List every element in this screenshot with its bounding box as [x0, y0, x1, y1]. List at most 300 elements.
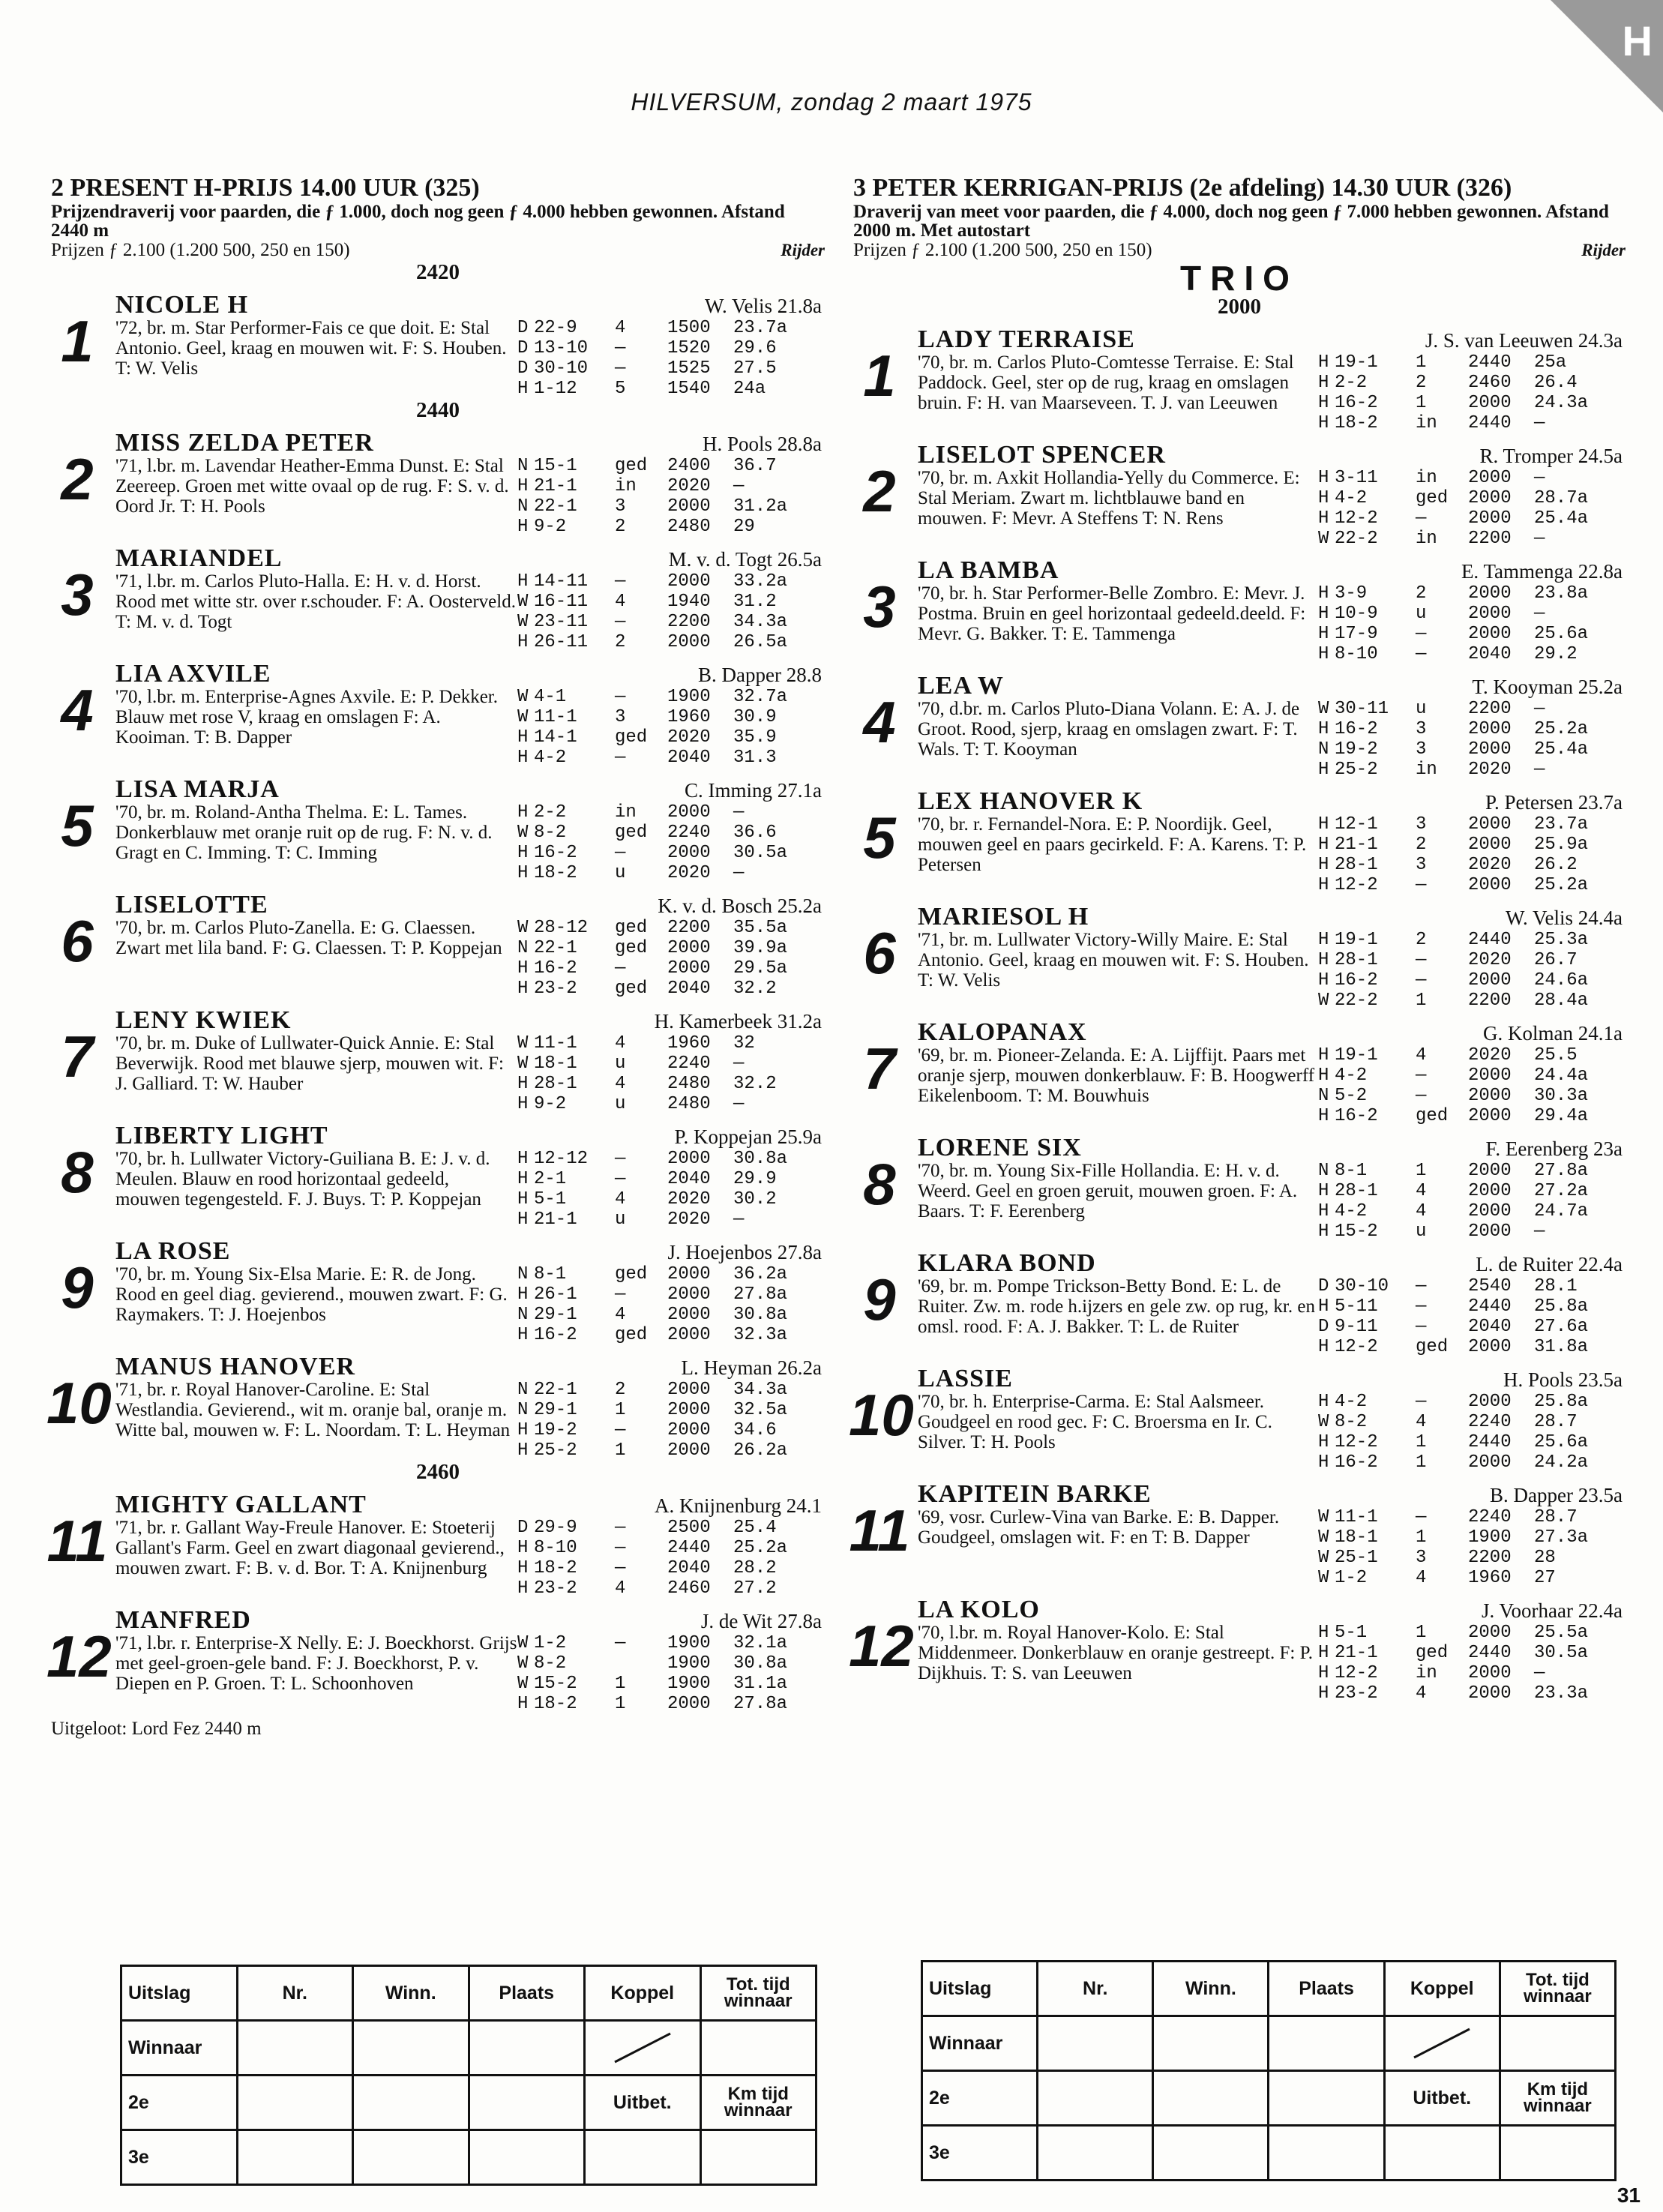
run-distance: 2000 [667, 1380, 711, 1400]
run-row [1318, 930, 1626, 950]
horse-name: NICOLE H [115, 291, 249, 319]
run-distance: 2200 [1468, 699, 1512, 719]
result-cell[interactable] [1153, 2016, 1269, 2071]
run-distance: 2020 [1468, 1045, 1512, 1066]
result-header-cell: Nr. [237, 1966, 353, 2021]
result-row-label: 3e [922, 2126, 1038, 2181]
entry-body [918, 352, 1626, 433]
run-distance: 2000 [667, 632, 711, 652]
run-placing: 3 [1416, 1548, 1427, 1568]
result-cell[interactable] [237, 2130, 353, 2185]
result-cell[interactable] [353, 2076, 469, 2130]
run-distance: 2020 [1468, 760, 1512, 780]
run-row [517, 748, 825, 768]
run-time: 39.9a [733, 938, 788, 958]
track-code: H [1318, 1432, 1329, 1452]
horse-entry [51, 1008, 825, 1114]
run-date: 4-2 [534, 748, 567, 768]
driver-record: A. Knijnenburg 24.1 [655, 1494, 822, 1517]
run-row [517, 687, 825, 707]
recent-runs [517, 1633, 825, 1714]
run-distance: 1960 [667, 707, 711, 727]
start-number: 11 [849, 1497, 910, 1563]
horse-name: MARIANDEL [115, 544, 283, 572]
run-time: 32.7a [733, 687, 788, 707]
run-time: 25.8a [1534, 1392, 1589, 1412]
track-code: H [1318, 468, 1329, 488]
entry-body [115, 1633, 825, 1714]
run-placing: in [615, 476, 637, 496]
name-row [115, 1123, 825, 1149]
run-placing: — [1416, 644, 1427, 664]
track-code: H [1318, 719, 1329, 739]
name-row [918, 1366, 1626, 1392]
track-code: W [1318, 529, 1329, 549]
run-distance: 2440 [1468, 413, 1512, 433]
run-placing: — [1416, 508, 1427, 529]
driver-record: L. de Ruiter 22.4a [1476, 1253, 1623, 1275]
run-distance: 2460 [1468, 373, 1512, 393]
track-code: H [517, 1558, 529, 1578]
run-time: 27.3a [1534, 1527, 1589, 1548]
run-date: 12-2 [1335, 1663, 1378, 1683]
run-date: 15-1 [534, 456, 577, 476]
entry-body [115, 687, 825, 768]
result-cell[interactable] [1269, 2016, 1384, 2071]
run-time: — [733, 476, 745, 496]
koppel-slash-cell[interactable] [585, 2021, 701, 2076]
run-row [1318, 644, 1626, 664]
run-time: 27.6a [1534, 1317, 1589, 1337]
name-row [115, 1008, 825, 1033]
run-date: 15-2 [534, 1674, 577, 1694]
run-row [517, 938, 825, 958]
run-distance: 2000 [667, 938, 711, 958]
run-date: 11-1 [534, 1033, 577, 1054]
run-distance: 1525 [667, 358, 711, 379]
run-date: 19-1 [1335, 930, 1378, 950]
horse-entry [46, 1491, 825, 1599]
start-number: 4 [61, 677, 94, 743]
run-distance: 2000 [667, 1284, 711, 1305]
result-cell[interactable] [1269, 2126, 1384, 2181]
run-placing: u [615, 863, 626, 883]
run-row [1318, 1296, 1626, 1317]
horse-description: '70, br. r. Fernandel-Nora. E: P. Noordijk. Geel, mouwen geel en paars gecirkeld. F: A. Karens. T: P. Petersen [918, 814, 1307, 875]
result-table-left [120, 1965, 817, 2186]
driver-record: P. Koppejan 25.9a [674, 1125, 822, 1148]
horse-description: '70, br. h. Enterprise-Carma. E: Stal Aalsmeer. Goudgeel en rood gec. F: C. Broersma en Ir. C. Silver. T: H. Pools [918, 1392, 1272, 1452]
horse-description: '70, br. m. Young Six-Fille Hollandia. E: H. v. d. Weerd. Geel en groen geruit, mouwen groen. F: A. Baars. T: F. Eerenberg [918, 1161, 1298, 1221]
result-cell[interactable] [700, 2021, 817, 2076]
track-code: H [517, 843, 529, 863]
name-row [115, 892, 825, 918]
run-time: 30.3a [1534, 1086, 1589, 1106]
run-date: 2-2 [1335, 373, 1368, 393]
run-distance: 2000 [1468, 604, 1512, 624]
race-column-right [849, 174, 1626, 1704]
run-date: 28-1 [1335, 1181, 1378, 1201]
track-code: H [517, 379, 529, 399]
run-row [517, 358, 825, 379]
track-code: D [517, 338, 529, 358]
run-date: 16-2 [534, 1325, 577, 1345]
track-code: H [517, 1420, 529, 1440]
run-time: 26.4 [1534, 373, 1578, 393]
run-row [1318, 1221, 1626, 1242]
run-time: 31.3 [733, 748, 777, 768]
track-code: D [517, 358, 529, 379]
run-distance: 1540 [667, 379, 711, 399]
horse-name: LISELOT SPENCER [918, 441, 1166, 469]
horse-name: MISS ZELDA PETER [115, 429, 374, 457]
run-distance: 2040 [667, 748, 711, 768]
horse-name: LIA AXVILE [115, 660, 271, 688]
run-distance: 1520 [667, 338, 711, 358]
run-time: 28.1 [1534, 1276, 1578, 1296]
result-table-right [921, 1960, 1617, 2181]
run-time: 32 [733, 1033, 755, 1054]
run-time: 28.2 [733, 1558, 777, 1578]
run-distance: 2000 [667, 1694, 711, 1714]
start-number: 5 [863, 805, 896, 871]
run-row [1318, 352, 1626, 373]
run-distance: 2000 [1468, 1663, 1512, 1683]
km-tijd-cell[interactable]: Km tijd winnaar [1500, 2071, 1615, 2126]
run-placing: 3 [1416, 719, 1427, 739]
run-row [1318, 1623, 1626, 1643]
run-placing: 1 [1416, 991, 1427, 1011]
entry-body [115, 456, 825, 537]
entry-body [115, 318, 825, 399]
run-date: 25-2 [1335, 760, 1378, 780]
result-cell[interactable] [1153, 2071, 1269, 2126]
track-code: H [517, 1284, 529, 1305]
run-distance: 2200 [667, 612, 711, 632]
run-placing: ged [615, 456, 648, 476]
recent-runs [517, 802, 825, 883]
track-code: H [1318, 1663, 1329, 1683]
run-distance: 2040 [1468, 1317, 1512, 1337]
run-time: 25.5 [1534, 1045, 1578, 1066]
run-distance: 2000 [1468, 970, 1512, 991]
track-code: D [1318, 1317, 1329, 1337]
run-row [517, 707, 825, 727]
run-date: 12-1 [1335, 814, 1378, 835]
run-row [1318, 1507, 1626, 1527]
run-distance: 2000 [1468, 393, 1512, 413]
result-cell[interactable] [237, 2076, 353, 2130]
run-row [1318, 1568, 1626, 1588]
run-time: — [1534, 529, 1545, 549]
start-number: 10 [46, 1370, 112, 1436]
track-code: H [1318, 1452, 1329, 1473]
track-code: H [517, 1694, 529, 1714]
track-code: W [1318, 699, 1329, 719]
run-distance: 1900 [667, 1653, 711, 1674]
run-distance: 2000 [667, 571, 711, 592]
run-time: 25.3a [1534, 930, 1589, 950]
track-code: N [517, 1380, 529, 1400]
km-tijd-cell[interactable]: Km tijd winnaar [700, 2076, 817, 2130]
race-conditions: Prijzendraverij voor paarden, die ƒ 1.000, doch nog geen ƒ 4.000 hebben gewonnen. Afstand 2440 m [51, 202, 785, 241]
start-number: 3 [61, 562, 94, 628]
run-date: 19-2 [1335, 739, 1378, 760]
page-number: 31 [1617, 2184, 1641, 2207]
run-distance: 2540 [1468, 1276, 1512, 1296]
result-header-cell: Uitslag [121, 1966, 238, 2021]
run-date: 25-1 [1335, 1548, 1378, 1568]
run-row [1318, 970, 1626, 991]
run-time: — [1534, 604, 1545, 624]
run-distance: 1900 [1468, 1527, 1512, 1548]
track-code: D [517, 318, 529, 338]
result-cell[interactable] [469, 2076, 585, 2130]
horse-description: '71, br. r. Gallant Way-Freule Hanover. E: Stoeterij Gallant's Farm. Geel en zwart diagonaal gevierend., mouwen zwart. F: B. v. d. Bor. T: A. Knijnenburg [115, 1518, 505, 1578]
recent-runs [517, 1149, 825, 1230]
run-placing: — [615, 571, 626, 592]
run-distance: 2440 [1468, 1643, 1512, 1663]
run-row [517, 979, 825, 999]
result-header-cell: Tot. tijd winnaar [700, 1966, 817, 2021]
track-code: H [517, 1094, 529, 1114]
run-placing: in [1416, 1663, 1437, 1683]
run-placing: 1 [1416, 1432, 1427, 1452]
run-date: 18-2 [534, 863, 577, 883]
run-distance: 2000 [667, 843, 711, 863]
driver-record: F. Eerenberg 23a [1485, 1137, 1623, 1160]
race-conditions: Draverij van meet voor paarden, die ƒ 4.000, doch nog geen ƒ 7.000 hebben gewonnen. Afstand 2000 m. Met autostart [853, 202, 1609, 241]
horse-name: LENY KWIEK [115, 1006, 292, 1034]
run-row [517, 1189, 825, 1209]
run-time: 26.2 [1534, 855, 1578, 875]
run-row [517, 1558, 825, 1578]
run-distance: 2000 [667, 1149, 711, 1169]
run-date: 9-11 [1335, 1317, 1378, 1337]
run-distance: 2440 [667, 1538, 711, 1558]
run-placing: u [615, 1054, 626, 1074]
result-header-cell: Tot. tijd winnaar [1500, 1962, 1615, 2016]
run-time: 31.8a [1534, 1337, 1589, 1357]
prize-money: Prijzen ƒ 2.100 (1.200 500, 250 en 150) [853, 240, 1152, 260]
run-placing: 1 [615, 1440, 626, 1461]
run-placing: — [615, 1518, 626, 1538]
run-placing: — [1416, 950, 1427, 970]
result-cell[interactable] [1384, 2126, 1500, 2181]
run-placing: — [615, 338, 626, 358]
run-placing: 1 [615, 1694, 626, 1714]
track-code: H [1318, 1201, 1329, 1221]
uitbet-cell[interactable]: Uitbet. [1384, 2071, 1500, 2126]
track-code: H [1318, 583, 1329, 604]
entry-body [918, 583, 1626, 664]
run-placing: in [1416, 413, 1437, 433]
run-time: 30.8a [733, 1653, 788, 1674]
result-cell[interactable] [469, 2021, 585, 2076]
run-placing: 2 [1416, 930, 1427, 950]
entry-body [918, 1507, 1626, 1588]
horse-name: MANUS HANOVER [115, 1353, 355, 1380]
run-time: — [1534, 760, 1545, 780]
run-time: 27.8a [733, 1284, 788, 1305]
run-placing: — [615, 1538, 626, 1558]
run-placing: 2 [1416, 373, 1427, 393]
run-row [1318, 1392, 1626, 1412]
track-code: H [1318, 1045, 1329, 1066]
name-row [918, 904, 1626, 930]
result-cell[interactable] [237, 2021, 353, 2076]
run-placing: 4 [615, 1074, 626, 1094]
run-placing: u [1416, 699, 1427, 719]
run-row [1318, 604, 1626, 624]
track-code: H [1318, 930, 1329, 950]
track-code: W [517, 1653, 529, 1674]
result-cell[interactable] [1038, 2071, 1153, 2126]
run-distance: 2440 [1468, 352, 1512, 373]
run-date: 18-2 [1335, 413, 1378, 433]
run-distance: 2020 [1468, 950, 1512, 970]
run-distance: 1960 [667, 1033, 711, 1054]
track-code: H [1318, 488, 1329, 508]
run-placing: — [615, 612, 626, 632]
track-code: H [1318, 1337, 1329, 1357]
track-code: H [517, 1149, 529, 1169]
track-code: H [517, 1169, 529, 1189]
run-time: 30.2 [733, 1189, 777, 1209]
result-cell[interactable] [1038, 2016, 1153, 2071]
track-code: H [1318, 1106, 1329, 1126]
horse-name: MIGHTY GALLANT [115, 1491, 367, 1518]
horse-description: '70, br. m. Roland-Antha Thelma. E: L. Tames. Donkerblauw met oranje ruit op de rug. F: N. v. d. Gragt en C. Imming. T: C. Imming [115, 802, 493, 863]
track-code: H [517, 571, 529, 592]
recent-runs [1318, 583, 1626, 664]
run-time: 31.2 [733, 592, 777, 612]
recent-runs [517, 456, 825, 537]
run-placing: — [615, 843, 626, 863]
result-header-cell: Uitslag [922, 1962, 1038, 2016]
run-row [517, 1538, 825, 1558]
run-date: 16-2 [534, 958, 577, 979]
horse-description: '70, l.br. m. Enterprise-Agnes Axvile. E: P. Dekker. Blauw met rose V, kraag en omslagen F: A. Kooiman. T: B. Dapper [115, 687, 498, 748]
run-row [517, 1054, 825, 1074]
recent-runs [1318, 930, 1626, 1011]
run-date: 29-1 [534, 1305, 577, 1325]
track-code: W [517, 707, 529, 727]
driver-record: J. S. van Leeuwen 24.3a [1425, 329, 1623, 352]
driver-record: W. Velis 24.4a [1505, 907, 1623, 929]
horse-name: LISA MARJA [115, 775, 280, 803]
run-row [517, 1440, 825, 1461]
result-row-label: Winnaar [121, 2021, 238, 2076]
run-placing: — [1416, 1066, 1427, 1086]
run-time: 25.9a [1534, 835, 1589, 855]
run-time: — [1534, 1221, 1545, 1242]
run-date: 5-1 [1335, 1623, 1368, 1643]
entry-body [115, 1149, 825, 1230]
run-time: 24a [733, 379, 766, 399]
run-distance: 2000 [667, 1440, 711, 1461]
run-distance: 2000 [1468, 468, 1512, 488]
result-cell[interactable] [700, 2130, 817, 2185]
run-time: 32.2 [733, 979, 777, 999]
result-row [121, 2076, 817, 2130]
run-row [517, 318, 825, 338]
result-cell[interactable] [1500, 2016, 1615, 2071]
run-distance: 1940 [667, 592, 711, 612]
entry-body [918, 699, 1626, 780]
result-cell[interactable] [1153, 2126, 1269, 2181]
run-placing: u [615, 1209, 626, 1230]
run-distance: 2440 [1468, 1432, 1512, 1452]
run-date: 16-11 [534, 592, 589, 612]
run-date: 16-2 [534, 843, 577, 863]
run-date: 29-1 [534, 1400, 577, 1420]
result-cell[interactable] [469, 2130, 585, 2185]
run-date: 4-2 [1335, 1201, 1368, 1221]
entry-body [918, 1276, 1626, 1357]
run-date: 4-1 [534, 687, 567, 707]
run-placing: 1 [1416, 1452, 1427, 1473]
horse-name: LORENE SIX [918, 1134, 1082, 1161]
recent-runs [1318, 1161, 1626, 1242]
run-date: 18-2 [534, 1694, 577, 1714]
run-row [517, 632, 825, 652]
result-cell[interactable] [353, 2021, 469, 2076]
track-code: N [517, 1264, 529, 1284]
run-row [517, 727, 825, 748]
run-time: — [1534, 468, 1545, 488]
horse-name: LISELOTTE [115, 891, 268, 919]
run-time: 25.2a [1534, 719, 1589, 739]
run-distance: 2240 [667, 1054, 711, 1074]
run-row [517, 1578, 825, 1599]
horse-entry [853, 558, 1626, 664]
result-cell[interactable] [1038, 2126, 1153, 2181]
track-code: W [1318, 1507, 1329, 1527]
result-cell[interactable] [1500, 2126, 1615, 2181]
run-date: 5-11 [1335, 1296, 1378, 1317]
run-placing: 3 [615, 707, 626, 727]
horse-entry [853, 904, 1626, 1011]
run-placing: 2 [1416, 835, 1427, 855]
run-placing: ged [1416, 488, 1449, 508]
koppel-slash-cell[interactable] [1384, 2016, 1500, 2071]
run-date: 8-2 [1335, 1412, 1368, 1432]
result-cell[interactable] [353, 2130, 469, 2185]
horse-entry [51, 1123, 825, 1230]
run-date: 30-11 [1335, 699, 1389, 719]
run-placing: — [615, 1558, 626, 1578]
horse-name: KAPITEIN BARKE [918, 1480, 1152, 1508]
run-distance: 2000 [1468, 814, 1512, 835]
recent-runs [1318, 814, 1626, 895]
horse-description: '69, br. m. Pompe Trickson-Betty Bond. E: L. de Ruiter. Zw. m. rode h.ijzers en gele zw. op rug, kr. en omsl. rood. F: A. J. Bakker. T: L. de Ruiter [918, 1276, 1315, 1337]
name-row [918, 789, 1626, 814]
horse-name: LIBERTY LIGHT [115, 1122, 328, 1149]
run-row [1318, 508, 1626, 529]
horse-description: '70, br. h. Lullwater Victory-Guiliana B. E: J. v. d. Meulen. Blauw en rood horizontaal gedeeld, mouwen tegengesteld. F. J. Buys. T: P. Koppejan [115, 1149, 490, 1209]
run-distance: 2000 [1468, 1201, 1512, 1221]
result-cell[interactable] [1269, 2071, 1384, 2126]
run-distance: 2000 [667, 802, 711, 823]
run-placing: 3 [1416, 855, 1427, 875]
run-date: 28-1 [1335, 855, 1378, 875]
result-cell[interactable] [585, 2130, 701, 2185]
track-code: H [1318, 604, 1329, 624]
run-time: 27.2 [733, 1578, 777, 1599]
name-row [115, 546, 825, 571]
uitbet-cell[interactable]: Uitbet. [585, 2076, 701, 2130]
